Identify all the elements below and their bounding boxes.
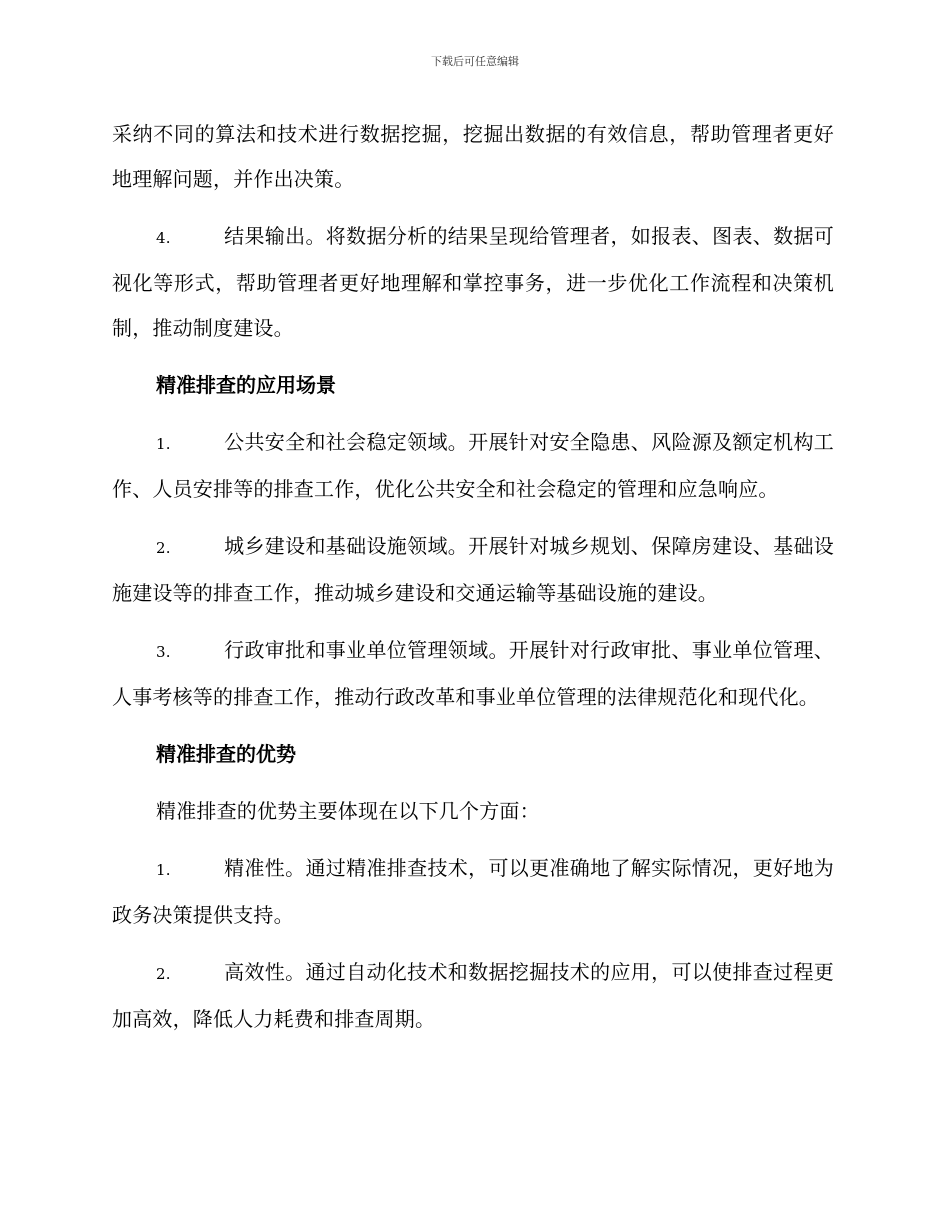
list-item-text: 精准性。通过精准排查技术，可以更准确地了解实际情况，更好地为政务决策提供支持。 (112, 856, 834, 927)
section-heading-advantages: 精准排查的优势 (156, 742, 296, 766)
advantage-item-1 (112, 846, 834, 938)
scene-item-1 (112, 420, 834, 512)
list-number: 4. (156, 229, 171, 247)
list-number: 1. (156, 861, 171, 879)
list-item-text: 高效性。通过自动化技术和数据挖掘技术的应用，可以使排查过程更加高效，降低人力耗费和排查周期。 (112, 960, 834, 1031)
list-number: 1. (156, 435, 171, 453)
list-item-text: 城乡建设和基础设施领域。开展针对城乡规划、保障房建设、基础设施建设等的排查工作，推动城乡建设和交通运输等基础设施的建设。 (112, 534, 834, 605)
list-item-4 (112, 214, 834, 351)
page-header: 下载后可任意编辑 (431, 55, 519, 68)
list-number: 2. (156, 965, 171, 983)
list-number: 3. (156, 643, 171, 661)
intro-paragraph: 采纳不同的算法和技术进行数据挖掘，挖掘出数据的有效信息，帮助管理者更好地理解问题，并作出决策。 (112, 122, 834, 191)
list-item-text: 公共安全和社会稳定领域。开展针对安全隐患、风险源及额定机构工作、人员安排等的排查工作，优化公共安全和社会稳定的管理和应急响应。 (112, 430, 834, 501)
advantage-item-2 (112, 950, 834, 1042)
section-heading-scenes: 精准排查的应用场景 (156, 373, 336, 397)
scene-item-3 (112, 628, 834, 720)
list-number: 2. (156, 539, 171, 557)
scene-item-2 (112, 524, 834, 616)
advantages-intro: 精准排查的优势主要体现在以下几个方面： (156, 799, 540, 823)
document-body (112, 112, 834, 1054)
list-item-text: 结果输出。将数据分析的结果呈现给管理者，如报表、图表、数据可视化等形式，帮助管理者更好地理解和掌控事务，进一步优化工作流程和决策机制，推动制度建设。 (112, 224, 834, 340)
list-item-text: 行政审批和事业单位管理领域。开展针对行政审批、事业单位管理、人事考核等的排查工作，推动行政改革和事业单位管理的法律规范化和现代化。 (112, 638, 834, 709)
